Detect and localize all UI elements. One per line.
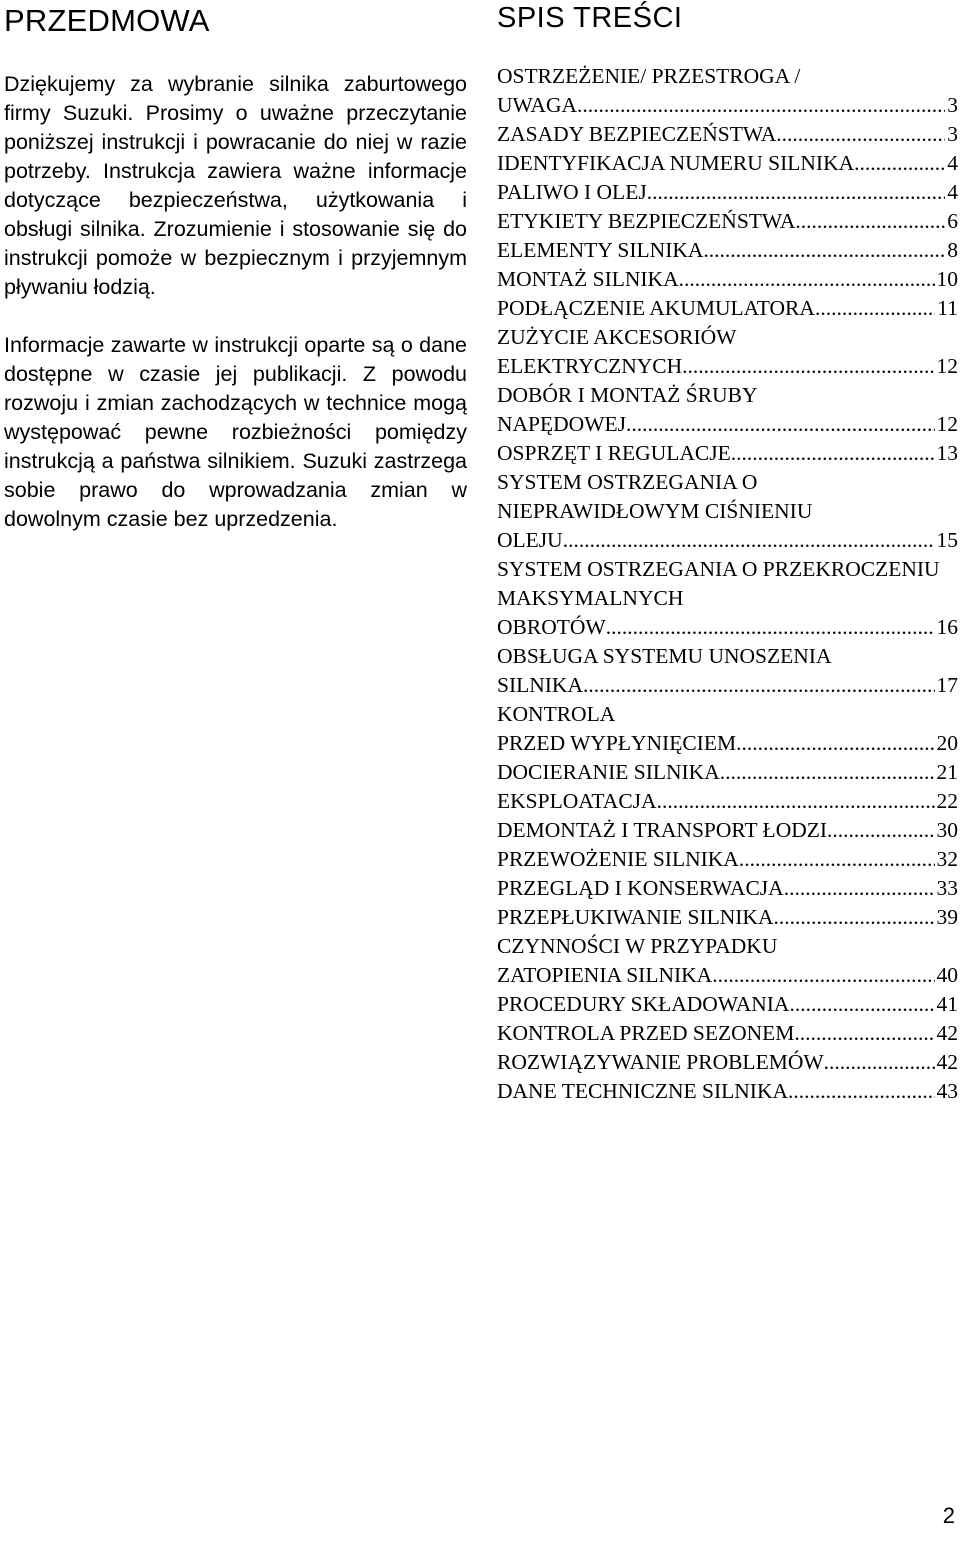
toc-entry-label: PRZEPŁUKIWANIE SILNIKA: [497, 905, 774, 929]
toc-entry-page: 42: [936, 1050, 958, 1074]
toc-entry-label: EKSPLOATACJA: [497, 789, 657, 813]
toc-leader-dots: [789, 990, 934, 1019]
toc-entry-page: 16: [936, 615, 958, 639]
toc-entry-title-start: KONTROLA: [497, 702, 616, 726]
toc-entry-page: 40: [936, 963, 958, 987]
toc-entry-label: OSPRZĘT I REGULACJE: [497, 441, 731, 465]
toc-entry-page: 12: [936, 354, 958, 378]
toc-entry-page: 39: [936, 905, 958, 929]
toc-leader-dots: [606, 613, 935, 642]
toc-entry-page: 12: [936, 412, 958, 436]
toc-entry-label: PODŁĄCZENIE AKUMULATORA: [497, 296, 815, 320]
toc-entry[interactable]: [497, 555, 958, 642]
toc-entry-page: 6: [947, 209, 958, 233]
toc-leader-dots: [739, 845, 935, 874]
toc-entry-page: 15: [936, 528, 958, 552]
toc-entry-page: 17: [936, 673, 958, 697]
page-number: 2: [942, 1503, 955, 1528]
toc-entry-page: 43: [936, 1079, 958, 1103]
toc-entry-line: [497, 990, 958, 1019]
toc-entry[interactable]: [497, 439, 958, 468]
toc-entry-label: PRZEWOŻENIE SILNIKA: [497, 847, 739, 871]
toc-entry-label: DOCIERANIE SILNIKA: [497, 760, 720, 784]
toc-leader-dots: [731, 439, 935, 468]
toc-entry[interactable]: [497, 874, 958, 903]
toc-entry-line: [497, 729, 958, 758]
toc-entry-line: [497, 526, 958, 555]
toc-entry-label: KONTROLA PRZED SEZONEM: [497, 1021, 795, 1045]
toc-leader-dots: [854, 149, 945, 178]
toc-entry-label: OBROTÓW: [497, 615, 606, 639]
toc-entry-label: SILNIKA: [497, 673, 583, 697]
toc-entry-line: [497, 1019, 958, 1048]
toc-entry-label: ZATOPIENIA SILNIKA: [497, 963, 713, 987]
toc-entry-label: ZASADY BEZPIECZEŃSTWA: [497, 122, 777, 146]
toc-entry-page: 30: [936, 818, 958, 842]
toc-column: [497, 0, 958, 1106]
toc-entry-title-start: DOBÓR I MONTAŻ ŚRUBY: [497, 383, 758, 407]
toc-entry-label: UWAGA: [497, 93, 578, 117]
toc-entry-label: NAPĘDOWEJ: [497, 412, 626, 436]
toc-entry-page: 41: [936, 992, 958, 1016]
toc-leader-dots: [577, 91, 945, 120]
toc-entry-page: 11: [937, 296, 958, 320]
toc-title: SPIS TREŚCI: [497, 2, 683, 34]
toc-entry-label: MONTAŻ SILNIKA: [497, 267, 679, 291]
toc-entry-page: 4: [947, 180, 958, 204]
toc-entry-page: 13: [936, 441, 958, 465]
toc-list: [497, 62, 958, 1106]
toc-entry-line: [497, 845, 958, 874]
toc-entry-line: [497, 294, 958, 323]
toc-entry-line: [497, 671, 958, 700]
toc-entry-page: 20: [936, 731, 958, 755]
toc-entry-line: [497, 439, 958, 468]
toc-entry[interactable]: [497, 758, 958, 787]
toc-leader-dots: [774, 903, 935, 932]
toc-entry-line: [497, 236, 958, 265]
toc-entry-line: [497, 961, 958, 990]
toc-leader-dots: [827, 816, 934, 845]
preface-title: PRZEDMOWA: [4, 3, 210, 38]
toc-entry-page: 3: [947, 122, 958, 146]
toc-leader-dots: [682, 352, 934, 381]
toc-entry-line: [497, 874, 958, 903]
toc-entry-label: OLEJU: [497, 528, 563, 552]
preface-paragraph-1: Dziękujemy za wybranie silnika zaburtowego firmy Suzuki. Prosimy o uważne przeczytanie poniższej instrukcji i powracanie do niej w razie potrzeby. Instrukcja zawiera ważne informacje dotyczące bezpieczeństwa, użytkowania i obsługi silnika. Zrozumienie i stosowanie się do instrukcji pomoże w bezpiecznym i przyjemnym pływaniu łodzią.: [4, 72, 467, 299]
toc-entry[interactable]: [497, 294, 958, 323]
toc-leader-dots: [563, 526, 935, 555]
toc-entry[interactable]: [497, 468, 958, 555]
toc-entry-page: 33: [936, 876, 958, 900]
toc-entry-label: PALIWO I OLEJ: [497, 180, 647, 204]
toc-entry[interactable]: [497, 1019, 958, 1048]
toc-leader-dots: [794, 1019, 934, 1048]
toc-leader-dots: [788, 1077, 934, 1106]
toc-entry-page: 21: [936, 760, 958, 784]
toc-entry-title-start: OSTRZEŻENIE/ PRZESTROGA /: [497, 64, 801, 88]
toc-entry-page: 8: [947, 238, 958, 262]
toc-entry-label: ROZWIĄZYWANIE PROBLEMÓW: [497, 1050, 824, 1074]
toc-entry-line: [497, 903, 958, 932]
toc-leader-dots: [736, 729, 934, 758]
toc-leader-dots: [703, 236, 945, 265]
toc-entry-title-start: ZUŻYCIE AKCESORIÓW: [497, 325, 737, 349]
toc-entry[interactable]: [497, 990, 958, 1019]
toc-entry-line: [497, 1077, 958, 1106]
toc-entry-line: [497, 1048, 958, 1077]
toc-leader-dots: [720, 758, 935, 787]
toc-entry-label: PROCEDURY SKŁADOWANIA: [497, 992, 790, 1016]
toc-leader-dots: [679, 265, 935, 294]
toc-leader-dots: [815, 294, 935, 323]
toc-entry-line: [497, 120, 958, 149]
toc-entry-label: ELEKTRYCZNYCH: [497, 354, 683, 378]
toc-entry-title-start: CZYNNOŚCI W PRZYPADKU: [497, 934, 778, 958]
toc-entry[interactable]: [497, 236, 958, 265]
toc-entry[interactable]: [497, 207, 958, 236]
toc-entry-line: [497, 91, 958, 120]
toc-leader-dots: [776, 120, 945, 149]
toc-entry-label: ELEMENTY SILNIKA: [497, 238, 704, 262]
toc-entry-line: [497, 787, 958, 816]
toc-leader-dots: [712, 961, 934, 990]
toc-entry-label: PRZED WYPŁYNIĘCIEM: [497, 731, 737, 755]
preface-paragraph-2: Informacje zawarte w instrukcji oparte są o dane dostępne w czasie jej publikacji. Z powodu rozwoju i zmian zachodzących w technice mogą występować pewne rozbieżności pomiędzy instrukcją a państwa silnikiem. Suzuki zastrzega sobie prawo do wprowadzania zmian w dowolnym czasie bez uprzedzenia.: [4, 333, 467, 531]
toc-entry-title-start: SYSTEM OSTRZEGANIA O PRZEKROCZENIU MAKSYMALNYCH: [497, 557, 940, 610]
toc-entry-line: [497, 352, 958, 381]
toc-entry-label: DANE TECHNICZNE SILNIKA: [497, 1079, 789, 1103]
toc-entry[interactable]: [497, 265, 958, 294]
toc-entry[interactable]: [497, 700, 958, 758]
toc-entry[interactable]: [497, 120, 958, 149]
toc-entry-label: ETYKIETY BEZPIECZEŃSTWA: [497, 209, 796, 233]
toc-entry[interactable]: [497, 178, 958, 207]
toc-entry-line: [497, 816, 958, 845]
toc-leader-dots: [824, 1048, 935, 1077]
toc-entry[interactable]: [497, 903, 958, 932]
toc-entry-title-start: OBSŁUGA SYSTEMU UNOSZENIA: [497, 644, 832, 668]
toc-entry-page: 10: [936, 267, 958, 291]
toc-entry[interactable]: [497, 1077, 958, 1106]
toc-entry[interactable]: [497, 787, 958, 816]
toc-leader-dots: [647, 178, 946, 207]
toc-entry-line: [497, 207, 958, 236]
toc-leader-dots: [784, 874, 935, 903]
toc-leader-dots: [795, 207, 945, 236]
toc-entry[interactable]: [497, 932, 958, 990]
toc-leader-dots: [626, 410, 935, 439]
toc-entry-line: [497, 410, 958, 439]
toc-entry-page: 32: [936, 847, 958, 871]
toc-entry-label: IDENTYFIKACJA NUMERU SILNIKA: [497, 151, 855, 175]
toc-entry-label: PRZEGLĄD I KONSERWACJA: [497, 876, 784, 900]
toc-entry-line: [497, 265, 958, 294]
toc-entry[interactable]: [497, 1048, 958, 1077]
toc-entry[interactable]: [497, 149, 958, 178]
toc-entry[interactable]: [497, 642, 958, 700]
toc-entry-line: [497, 613, 958, 642]
toc-entry-page: 22: [936, 789, 958, 813]
toc-entry[interactable]: [497, 323, 958, 381]
toc-entry-page: 3: [947, 93, 958, 117]
toc-leader-dots: [583, 671, 935, 700]
toc-entry-line: [497, 149, 958, 178]
preface-column: [4, 0, 467, 534]
toc-entry-title-start: SYSTEM OSTRZEGANIA O NIEPRAWIDŁOWYM CIŚNIENIU: [497, 470, 813, 523]
toc-entry[interactable]: [497, 62, 958, 120]
toc-leader-dots: [657, 787, 935, 816]
toc-entry-page: 42: [936, 1021, 958, 1045]
toc-entry[interactable]: [497, 381, 958, 439]
toc-entry-line: [497, 758, 958, 787]
toc-entry-label: DEMONTAŻ I TRANSPORT ŁODZI: [497, 818, 828, 842]
toc-entry[interactable]: [497, 845, 958, 874]
toc-entry-page: 4: [947, 151, 958, 175]
toc-entry-line: [497, 178, 958, 207]
toc-entry[interactable]: [497, 816, 958, 845]
